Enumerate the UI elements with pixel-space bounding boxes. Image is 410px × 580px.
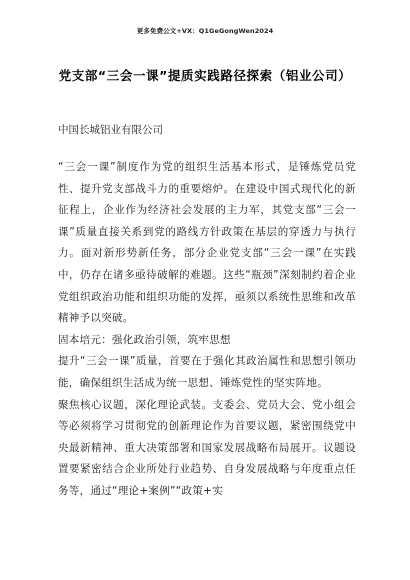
document-title: 党支部“三会一课”提质实践路径探索（铝业公司）: [58, 68, 352, 83]
paragraph-intro: “三会一课”制度作为党的组织生活基本形式，是锤炼党员党性、提升党支部战斗力的重要熔炉。在建设中国式现代化的新征程上，企业作为经济社会发展的主力军，其党支部“三会一课”质量直接关系到党的路线方针政策在基层的穿透力与执行力。面对新形势新任务，部分企业党支部“三会一课”在实践中，仍存在诸多亟待破解的难题。这些“瓶颈”深刻制约着企业党组织政治功能和组织功能的发挥，亟须以系统性思维和改革精神予以突破。: [58, 161, 356, 325]
paragraph-core-topics: 聚焦核心议题，深化理论武装。支委会、党员大会、党小组会等必须将学习贯彻党的创新理论作为首要议题，紧密围绕党中央最新精神、重大决策部署和国家发展战略布局展开。议题设置要紧密结合企业所处行业趋势、自身发展战略与年度重点任务等，通过“理论+案例”“政策+实: [58, 398, 356, 497]
paragraph-section-lead: 提升“三会一课”质量，首要在于强化其政治属性和思想引领功能，确保组织生活成为统一思想、锤炼党性的坚实阵地。: [58, 355, 356, 389]
author-line: 中国长城铝业有限公司: [58, 124, 163, 136]
header-note: 更多免费公文+VX：Q1GeGongWen2024: [136, 27, 274, 35]
section-heading: 固本培元：强化政治引领，筑牢思想: [58, 333, 231, 346]
body-text: [58, 157, 356, 503]
